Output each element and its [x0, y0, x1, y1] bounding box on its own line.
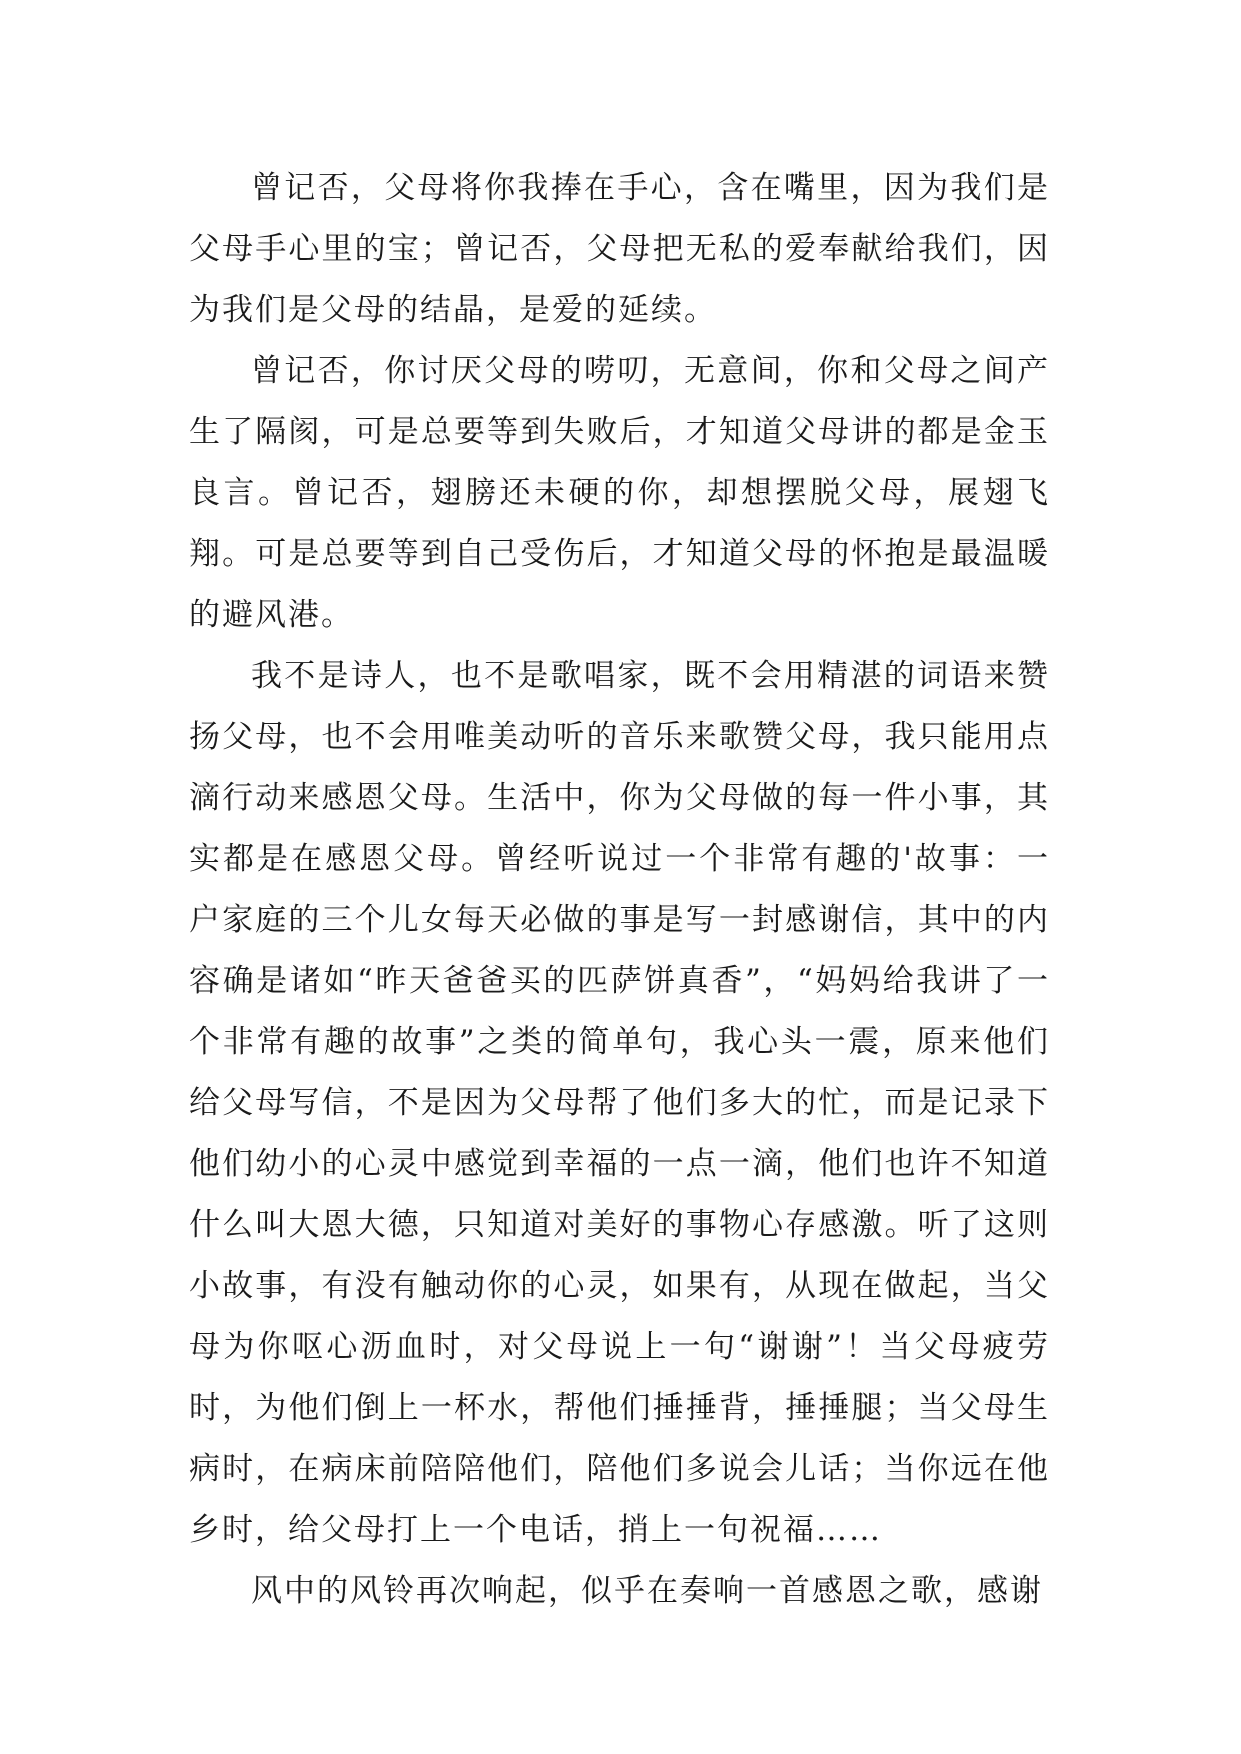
paragraph-3: 我不是诗人，也不是歌唱家，既不会用精湛的词语来赞扬父母，也不会用唯美动听的音乐来歌赞父母，我只能用点滴行动来感恩父母。生活中，你为父母做的每一件小事，其实都是在感恩父母。曾经听说过一个非常有趣的'故事：一户家庭的三个儿女每天必做的事是写一封感谢信，其中的内容确是诸如“昨天爸爸买的匹萨饼真香”，“妈妈给我讲了一个非常有趣的故事”之类的简单句，我心头一震，原来他们给父母写信，不是因为父母帮了他们多大的忙，而是记录下他们幼小的心灵中感觉到幸福的一点一滴，他们也许不知道什么叫大恩大德，只知道对美好的事物心存感激。听了这则小故事，有没有触动你的心灵，如果有，从现在做起，当父母为你呕心沥血时，对父母说上一句“谢谢”！当父母疲劳时，为他们倒上一杯水，帮他们捶捶背，捶捶腿；当父母生病时，在病床前陪陪他们，陪他们多说会儿话；当你远在他乡时，给父母打上一个电话，捎上一句祝福…… [189, 658, 1050, 1548]
paragraph-1: 曾记否，父母将你我捧在手心，含在嘴里，因为我们是父母手心里的宝；曾记否，父母把无私的爱奉献给我们，因为我们是父母的结晶，是爱的延续。 [189, 170, 1050, 328]
paragraph-4: 风中的风铃再次响起，似乎在奏响一首感恩之歌，感谢 [251, 1573, 1043, 1609]
document-body [189, 158, 1050, 1622]
paragraph-2: 曾记否，你讨厌父母的唠叨，无意间，你和父母之间产生了隔阂，可是总要等到失败后，才知道父母讲的都是金玉良言。曾记否，翅膀还未硬的你，却想摆脱父母，展翅飞翔。可是总要等到自己受伤后，才知道父母的怀抱是最温暖的避风港。 [189, 353, 1050, 633]
